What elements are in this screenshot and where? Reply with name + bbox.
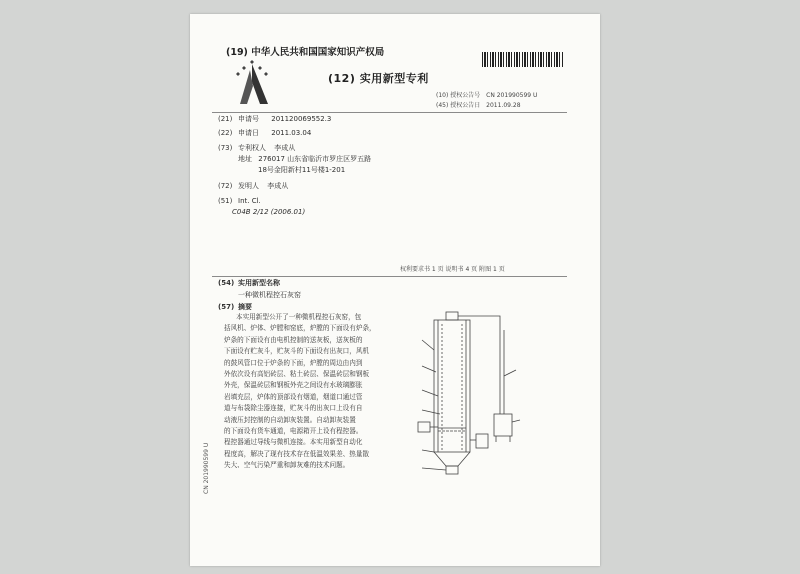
abstract-line: 的下面设有货车通道，电源箱开上设有程控器。 <box>224 427 363 436</box>
sipo-emblem-icon <box>232 60 272 108</box>
document-type-heading <box>328 70 429 86</box>
authority-heading <box>226 44 384 58</box>
address-line-2: 18号金阳新村11号楼1-201 <box>258 166 346 174</box>
authority-name: 中华人民共和国国家知识产权局 <box>251 47 385 58</box>
abstract-line: 炉条的下面设有由电机控制的送灰板，送灰板的 <box>224 335 363 344</box>
abstract-line: 的鼓风管口位于炉条的下面，炉膛的周边由内到 <box>224 358 363 367</box>
abstract-line: 岩填充层，炉体的顶部设有烟道，烟道口通过管 <box>224 392 363 401</box>
application-date: 2011.03.04 <box>271 129 312 137</box>
title-section-heading: (54) 实用新型名称 <box>218 279 280 287</box>
patentee: 李成从 <box>274 144 296 152</box>
publication-number-label: (10) 授权公告号 <box>436 92 481 99</box>
abstract-line: 下面设有贮灰斗，贮灰斗的下面设有出灰口，风机 <box>224 347 370 356</box>
abstract-line: 程控器通过导线与微机连接。本实用新型自动化 <box>224 438 363 447</box>
int-cl-label: Int. Cl. <box>238 197 261 205</box>
classification: C04B 2/12 (2006.01) <box>232 208 306 216</box>
biblio-row-inventor: (72) 发明人 李成从 <box>218 182 289 190</box>
doc-type-code: (12) <box>328 72 356 85</box>
publication-number: CN 201990599 U <box>486 92 538 99</box>
inventor: 李成从 <box>267 182 289 190</box>
page-count-note: 权利要求书 1 页 说明书 4 页 附图 1 页 <box>400 266 505 273</box>
abstract-line: 程度高，解决了现有技术存在低温效果差、热量散 <box>224 449 370 458</box>
barcode <box>482 52 564 67</box>
kiln-technical-drawing <box>416 310 546 482</box>
abstract-heading: (57) 摘要 <box>218 303 252 311</box>
biblio-row-application-number: (21) 申请号 201120069552.3 <box>218 115 332 123</box>
abstract-line: 外壳，保温砖层和钢板外壳之间设有水玻璃膨胀 <box>224 381 363 390</box>
biblio-row-int-cl: (51) Int. Cl. <box>218 197 261 205</box>
biblio-row-classification <box>232 208 305 217</box>
application-number: 201120069552.3 <box>271 115 332 123</box>
abstract-text <box>224 312 376 472</box>
publication-date: 2011.09.28 <box>486 102 521 109</box>
side-publication-code: CN 201990599 U <box>203 442 210 494</box>
biblio-divider <box>212 276 567 277</box>
abstract-line: 失大、空气污染严重和卸灰难的技术问题。 <box>224 461 350 470</box>
address-line-1: 276017 山东省临沂市罗庄区罗五路 <box>258 155 372 163</box>
header-divider <box>212 112 567 113</box>
doc-type: 实用新型专利 <box>359 72 429 85</box>
biblio-row-patentee: (73) 专利权人 李成从 <box>218 144 296 152</box>
abstract-line: 本实用新型公开了一种微机程控石灰窑，包 <box>236 313 362 321</box>
abstract-line: 外依次设有高铝砖层、粘土砖层、保温砖层和钢板 <box>224 370 370 379</box>
biblio-row-address: 地址 276017 山东省临沂市罗庄区罗五路 <box>238 155 372 163</box>
abstract-line: 动液压封控制的自动卸灰装置。自动卸灰装置 <box>224 415 356 424</box>
publication-date-label: (45) 授权公告日 <box>436 102 481 109</box>
biblio-row-address-2 <box>258 166 345 175</box>
abstract-line: 括风机、炉体、炉膛和窑底，炉膛的下面设有炉条， <box>224 324 376 333</box>
abstract-line: 道与布袋除尘器连接，贮灰斗的出灰口上设有自 <box>224 404 363 413</box>
patent-document-page <box>190 14 600 566</box>
publication-date-row <box>436 102 521 110</box>
authority-code: (19) <box>226 47 248 58</box>
utility-model-title: 一种微机程控石灰窑 <box>238 291 301 299</box>
publication-number-row <box>436 92 537 100</box>
biblio-row-application-date: (22) 申请日 2011.03.04 <box>218 129 312 137</box>
